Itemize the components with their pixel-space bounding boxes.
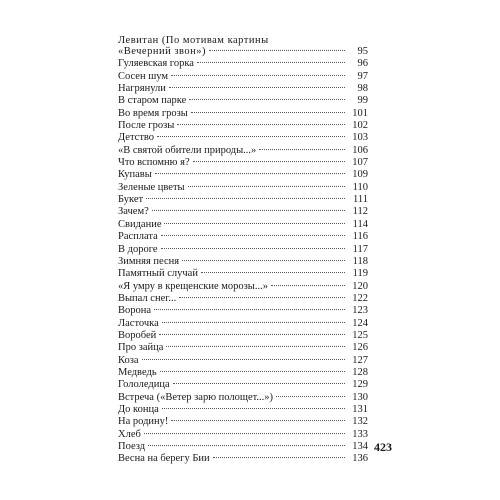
toc-entry-page: 122 [352,292,368,304]
dot-leader [161,248,345,249]
toc-entry-title: Поезд [118,441,146,452]
toc-entry [118,293,368,305]
toc-entry-page: 128 [352,366,368,378]
toc-entry [118,71,368,83]
toc-entry [118,120,368,132]
dot-leader [162,408,345,409]
dot-leader [189,99,345,100]
toc-entry-title: Левитан (По мотивам картины [118,35,269,46]
toc-entry [118,441,368,453]
toc-entry [118,453,368,465]
dot-leader [276,396,345,397]
toc-entry-page: 130 [352,391,368,403]
table-of-contents [118,35,368,466]
toc-entry-page: 112 [352,206,368,218]
toc-entry-page: 136 [352,453,368,465]
toc-entry-page: 110 [352,181,368,193]
toc-entry-title: «Я умру в крещенские морозы...» [118,280,268,292]
toc-entry-title: Хлеб [118,428,141,440]
toc-entry-title: Гололедица [118,379,170,391]
dot-leader [177,124,345,125]
toc-entry-title: На родину! [118,416,169,428]
toc-entry [118,157,368,169]
dot-leader [166,346,345,347]
toc-entry-page: 111 [353,194,368,206]
toc-entry-title: Про зайца [118,342,164,354]
toc-entry [118,367,368,379]
toc-entry-page: 127 [352,354,368,366]
dot-leader [164,223,345,224]
toc-entry-page: 120 [352,280,368,292]
toc-entry-page: 114 [352,218,368,230]
toc-entry-title: Медведь [118,366,157,378]
toc-entry-title: Ласточка [118,317,159,329]
toc-entry-page: 117 [352,243,368,255]
toc-entry-title: «Вечерний звон») [118,46,206,57]
toc-entry [118,231,368,243]
toc-entry-page: 131 [352,403,368,415]
toc-entry-title: Что вспомню я? [118,157,190,169]
toc-entry [118,318,368,330]
toc-entry-page: 116 [352,231,368,243]
toc-entry [118,108,368,120]
toc-entry-title: Расплата [118,231,158,243]
dot-leader [188,186,345,187]
dot-leader [193,161,345,162]
toc-entry [118,330,368,342]
toc-entry-page: 118 [352,255,368,267]
toc-entry [118,182,368,194]
toc-entry-page: 101 [352,107,368,119]
toc-entry-title: Памятный случай [118,268,198,280]
toc-entry-page: 107 [352,157,368,169]
toc-entry [118,58,368,70]
toc-entry-title: Воробей [118,329,157,341]
toc-entry [118,416,368,428]
toc-entry-title: В дороге [118,243,158,255]
toc-entry-title: Коза [118,354,139,366]
dot-leader [171,75,345,76]
toc-entry-page: 106 [352,144,368,156]
toc-entry-page: 124 [352,317,368,329]
toc-entry [118,355,368,367]
toc-entry-page: 125 [352,329,368,341]
toc-entry [118,46,368,58]
toc-entry-title: Во время грозы [118,107,188,119]
toc-entry [118,244,368,256]
toc-entry [118,379,368,391]
toc-entry-title: Зеленые цветы [118,181,185,193]
toc-entry-page: 103 [352,132,368,144]
toc-entry [118,219,368,231]
toc-entry-page: 134 [352,441,368,452]
toc-entry-title: Выпал снег... [118,292,177,304]
toc-entry-title: После грозы [118,120,175,132]
dot-leader [201,272,345,273]
dot-leader [159,334,345,335]
toc-entry [118,305,368,317]
toc-entry-page: 97 [357,70,368,82]
dot-leader [209,50,345,51]
toc-entry-page: 133 [352,428,368,440]
dot-leader [154,309,345,310]
dot-leader [155,173,345,174]
toc-entry-page: 109 [352,169,368,181]
dot-leader [179,297,345,298]
toc-entry-page: 119 [352,268,368,280]
dot-leader [144,433,345,434]
dot-leader [191,112,345,113]
toc-entry-page: 96 [357,58,368,70]
toc-entry [118,83,368,95]
toc-entry [118,256,368,268]
toc-entry-title: В старом парке [118,95,187,107]
toc-entry-title: Сосен шум [118,70,169,82]
toc-entry-list [118,58,368,465]
dot-leader [173,383,345,384]
toc-entry-page: 123 [352,305,368,317]
toc-entry-title: Купавы [118,169,152,181]
toc-entry-page: 126 [352,342,368,354]
toc-entry [118,206,368,218]
dot-leader [148,445,345,446]
toc-entry-title: Ворона [118,305,152,317]
dot-leader [157,136,345,137]
toc-entry-title: Детство [118,132,155,144]
dot-leader [169,87,345,88]
toc-entry [118,342,368,354]
toc-entry-page: 129 [352,379,368,391]
dot-leader [142,359,345,360]
toc-entry-title: Зимняя песня [118,255,180,267]
toc-entry-title: Нагрянули [118,83,166,95]
dot-leader [271,285,345,286]
toc-entry-page: 98 [357,83,368,95]
dot-leader [146,198,345,199]
toc-entry-title: Весна на берегу Бии [118,453,210,465]
toc-entry-title: До конца [118,403,159,415]
dot-leader [152,210,345,211]
toc-entry [118,169,368,181]
toc-entry-page: 95 [357,46,368,57]
toc-entry-title: Гуляевская горка [118,58,194,70]
toc-entry [118,429,368,441]
dot-leader [160,371,345,372]
dot-leader [182,260,345,261]
toc-entry-title: Встреча («Ветер зарю полощет...») [118,391,274,403]
page-number: 423 [374,440,392,454]
dot-leader [197,62,345,63]
dot-leader [213,457,345,458]
toc-entry-page: 102 [352,120,368,132]
toc-entry-title: Зачем? [118,206,149,218]
toc-entry-title: Букет [118,194,144,206]
toc-entry [118,132,368,144]
toc-entry-page: 99 [357,95,368,107]
dot-leader [161,235,345,236]
toc-entry [118,281,368,293]
toc-entry [118,392,368,404]
toc-entry [118,404,368,416]
toc-entry [118,268,368,280]
toc-entry [118,194,368,206]
dot-leader [162,322,345,323]
toc-entry [118,95,368,107]
toc-entry-page: 132 [352,416,368,428]
dot-leader [259,149,345,150]
toc-entry-title: Свидание [118,218,162,230]
toc-entry-title: «В святой обители природы...» [118,144,257,156]
dot-leader [171,420,345,421]
toc-entry [118,145,368,157]
